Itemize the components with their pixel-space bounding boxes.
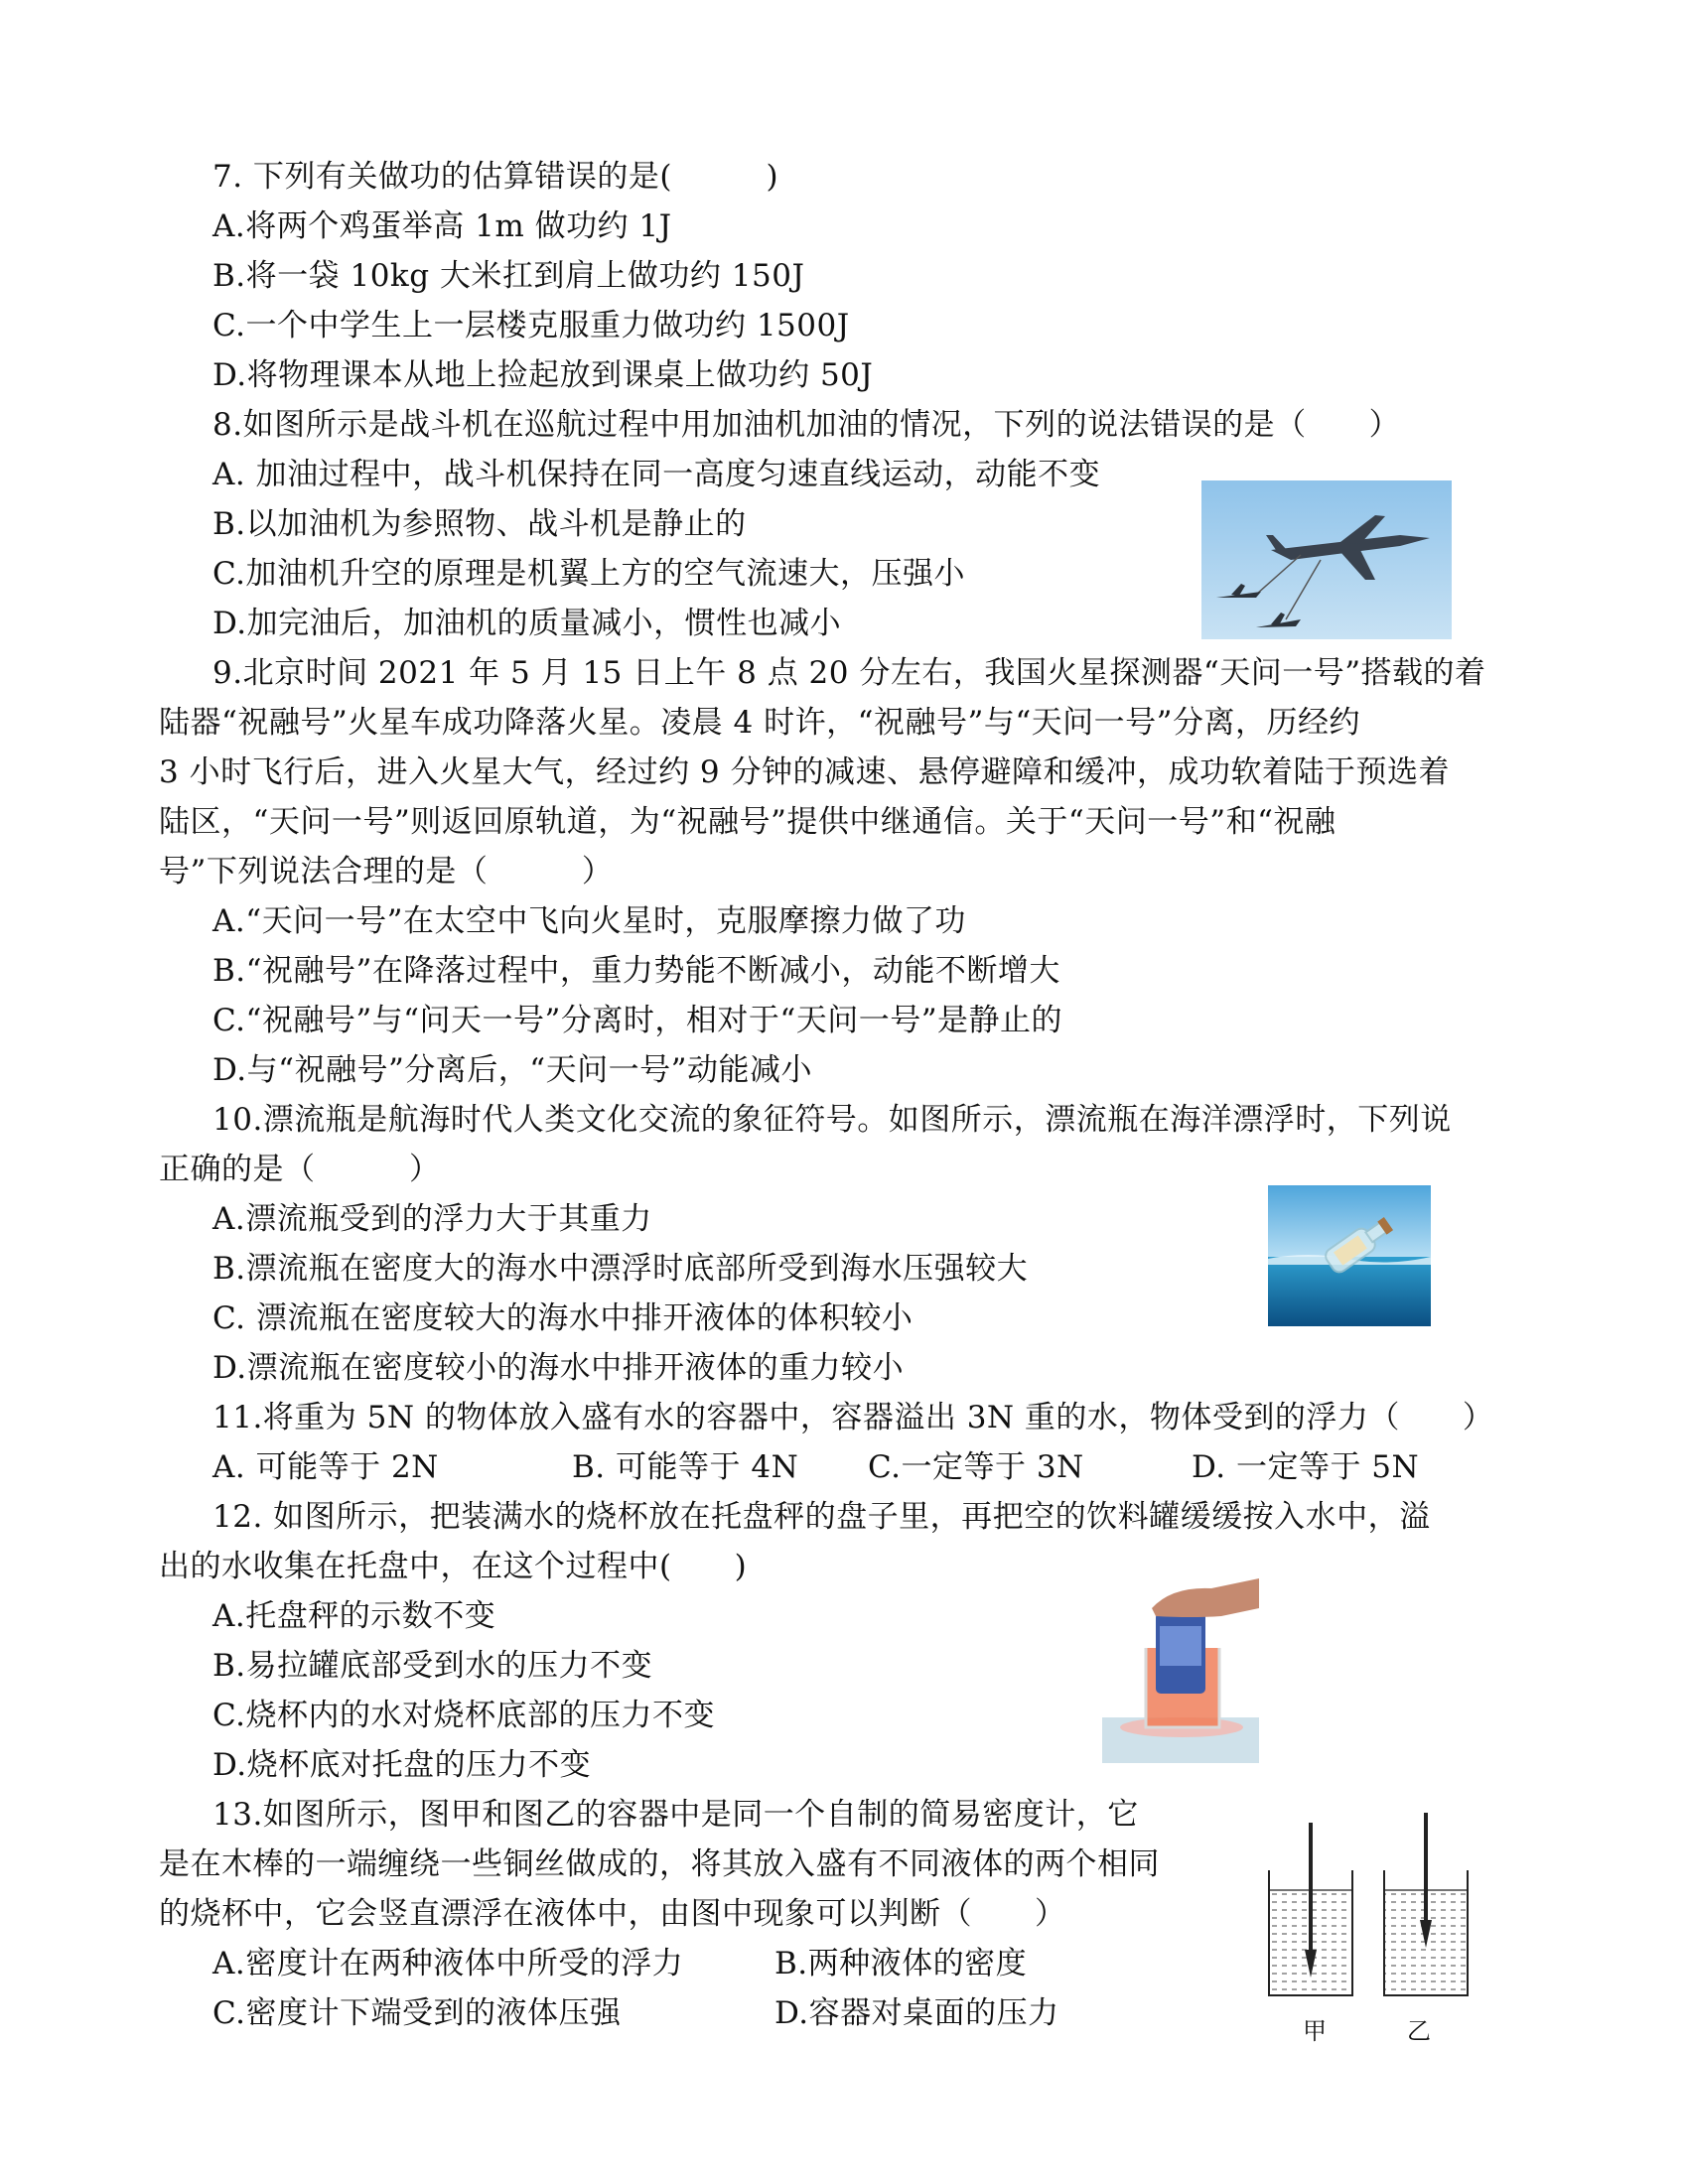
hydrometer-diagram [1261, 1811, 1479, 2009]
drift-bottle-photo [1268, 1185, 1431, 1326]
q8-stem: 8.如图所示是战斗机在巡航过程中用加油机加油的情况，下列的说法错误的是（ ） [212, 407, 1401, 443]
q10-stem-line-1: 10.漂流瓶是航海时代人类文化交流的象征符号。如图所示，漂流瓶在海洋漂浮时，下列说 [212, 1102, 1452, 1138]
q9-stem-line-4: 陆区，“天问一号”则返回原轨道，为“祝融号”提供中继通信。关于“天问一号”和“祝融 [159, 804, 1336, 840]
q10-option-d: D.漂流瓶在密度较小的海水中排开液体的重力较小 [212, 1350, 905, 1386]
q12-stem-line-1: 12. 如图所示，把装满水的烧杯放在托盘秤的盘子里，再把空的饮料罐缓缓按入水中，溢 [212, 1499, 1431, 1535]
q12-option-b: B.易拉罐底部受到水的压力不变 [212, 1648, 653, 1684]
q10-option-c: C. 漂流瓶在密度较大的海水中排开液体的体积较小 [212, 1300, 914, 1336]
q11-stem: 11.将重为 5N 的物体放入盛有水的容器中，容器溢出 3N 重的水，物体受到的浮力（ ） [212, 1400, 1494, 1435]
q9-stem-line-3: 3 小时飞行后，进入火星大气，经过约 9 分钟的减速、悬停避障和缓冲，成功软着陆于预选着 [159, 754, 1451, 790]
label-jia: 甲 [1303, 2017, 1327, 2045]
q10-option-b: B.漂流瓶在密度大的海水中漂浮时底部所受到海水压强较大 [212, 1251, 1029, 1287]
q9-stem-line-1: 9.北京时间 2021 年 5 月 15 日上午 8 点 20 分左右，我国火星探测器“天问一号”搭载的着 [212, 655, 1486, 691]
q9-option-a: A.“天问一号”在太空中飞向火星时，克服摩擦力做了功 [212, 903, 966, 939]
beaker-yi [1384, 1813, 1468, 1995]
q11-option-d: D. 一定等于 5N [1192, 1449, 1420, 1485]
q13-stem-line-3: 的烧杯中，它会竖直漂浮在液体中，由图中现象可以判断（ ） [159, 1896, 1066, 1932]
beaker-scale-photo [1102, 1578, 1259, 1763]
q7-stem: 7. 下列有关做功的估算错误的是( ) [212, 159, 779, 195]
q7-option-a: A.将两个鸡蛋举高 1m 做功约 1J [212, 208, 672, 244]
q12-stem-line-2: 出的水收集在托盘中，在这个过程中( ) [159, 1549, 748, 1584]
q11-option-a: A. 可能等于 2N [212, 1449, 439, 1485]
q9-stem-line-2: 陆器“祝融号”火星车成功降落火星。凌晨 4 时许，“祝融号”与“天问一号”分离，历经约 [159, 705, 1361, 741]
label-yi: 乙 [1407, 2017, 1431, 2045]
q12-option-a: A.托盘秤的示数不变 [212, 1598, 496, 1634]
q9-option-c: C.“祝融号”与“问天一号”分离时，相对于“天问一号”是静止的 [212, 1003, 1063, 1038]
q9-option-b: B.“祝融号”在降落过程中，重力势能不断减小，动能不断增大 [212, 953, 1060, 989]
q7-option-d: D.将物理课本从地上捡起放到课桌上做功约 50J [212, 357, 874, 393]
q10-stem-line-2: 正确的是（ ） [159, 1152, 441, 1187]
q13-option-c: C.密度计下端受到的液体压强 [212, 1995, 622, 2031]
q7-option-b: B.将一袋 10kg 大米扛到肩上做功约 150J [212, 258, 805, 294]
q13-option-d: D.容器对桌面的压力 [774, 1995, 1059, 2031]
q11-option-c: C.一定等于 3N [868, 1449, 1084, 1485]
q12-option-c: C.烧杯内的水对烧杯底部的压力不变 [212, 1698, 715, 1733]
beaker-jia [1269, 1823, 1352, 1995]
refueling-plane-photo [1201, 480, 1452, 639]
q7-option-c: C.一个中学生上一层楼克服重力做功约 1500J [212, 308, 850, 343]
q12-option-d: D.烧杯底对托盘的压力不变 [212, 1747, 592, 1783]
q13-stem-line-2: 是在木棒的一端缠绕一些铜丝做成的，将其放入盛有不同液体的两个相同 [159, 1846, 1160, 1882]
q8-option-c: C.加油机升空的原理是机翼上方的空气流速大，压强小 [212, 556, 965, 592]
q11-option-b: B. 可能等于 4N [572, 1449, 799, 1485]
q9-stem-line-5: 号”下列说法合理的是（ ） [159, 854, 614, 889]
q13-stem-line-1: 13.如图所示，图甲和图乙的容器中是同一个自制的简易密度计，它 [212, 1797, 1139, 1833]
q13-option-b: B.两种液体的密度 [774, 1946, 1028, 1981]
q10-option-a: A.漂流瓶受到的浮力大于其重力 [212, 1201, 652, 1237]
q8-option-a: A. 加油过程中，战斗机保持在同一高度匀速直线运动，动能不变 [212, 457, 1101, 492]
q8-option-b: B.以加油机为参照物、战斗机是静止的 [212, 506, 747, 542]
q8-option-d: D.加完油后，加油机的质量减小，惯性也减小 [212, 606, 842, 641]
q13-option-a: A.密度计在两种液体中所受的浮力 [212, 1946, 684, 1981]
q9-option-d: D.与“祝融号”分离后，“天问一号”动能减小 [212, 1052, 812, 1088]
